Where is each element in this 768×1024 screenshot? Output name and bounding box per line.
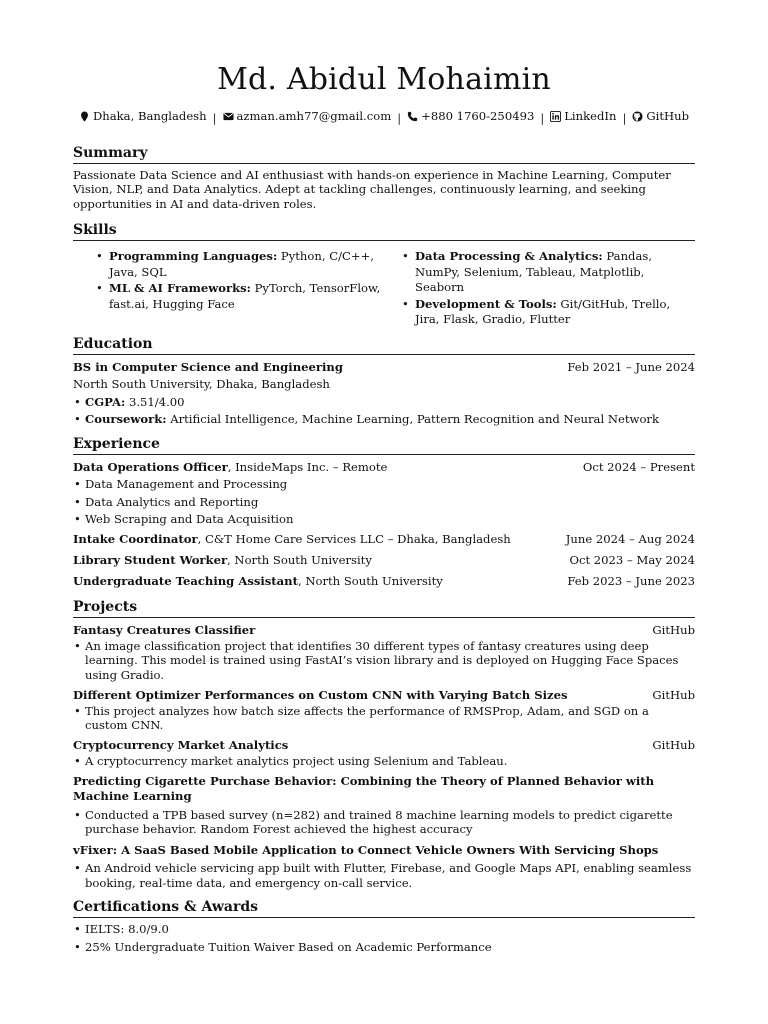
experience-section	[73, 435, 695, 590]
coursework-value: Artificial Intelligence, Machine Learning, Pattern Recognition and Neural Network	[170, 412, 660, 427]
project-row	[73, 622, 695, 639]
project-row	[73, 737, 695, 754]
section-title: Skills	[73, 221, 695, 241]
project-bullets	[73, 754, 695, 769]
skill-value: Python, C/C++, Java, SQL	[109, 249, 374, 279]
job-dates: Oct 2024 – Present	[582, 459, 695, 474]
skills-grid	[73, 245, 695, 329]
project-name: vFixer: A SaaS Based Mobile Application to Connect Vehicle Owners With Servicing Shops	[73, 842, 659, 857]
degree: BS in Computer Science and Engineering	[73, 359, 343, 374]
list-item: • A cryptocurrency market analytics project using Selenium and Tableau.	[73, 754, 695, 769]
education-row	[73, 359, 695, 376]
project-bullets	[73, 808, 695, 837]
contact-bar	[73, 108, 695, 126]
project-github-link[interactable]: GitHub	[652, 687, 695, 702]
list-item: • This project analyzes how batch size affects the performance of RMSProp, Adam, and SGD on a custom CNN.	[73, 704, 695, 733]
project-bullets	[73, 639, 695, 683]
list-item: • IELTS: 8.0/9.0	[73, 922, 695, 937]
skill-value: Pandas, NumPy, Selenium, Tableau, Matplotlib, Seaborn	[415, 249, 653, 295]
project-bullets	[73, 861, 695, 890]
skills-section	[73, 221, 695, 329]
separator: |	[397, 110, 402, 125]
job-role: Library Student Worker	[73, 552, 228, 567]
job-role: Data Operations Officer	[73, 459, 228, 474]
contact-phone[interactable]	[407, 108, 534, 124]
skills-column-left	[95, 249, 385, 329]
skills-column-right	[401, 249, 691, 329]
linkedin-link[interactable]: LinkedIn	[564, 109, 617, 123]
separator: |	[622, 110, 627, 125]
project-github-link[interactable]: GitHub	[652, 737, 695, 752]
github-link[interactable]: GitHub	[646, 109, 690, 123]
skill-label: ML & AI Frameworks:	[109, 281, 251, 296]
list-item: • 25% Undergraduate Tuition Waiver Based on Academic Performance	[73, 940, 695, 955]
skill-value: Git/GitHub, Trello, Jira, Flask, Gradio, Flutter	[415, 296, 671, 327]
map-marker-icon	[79, 111, 90, 122]
candidate-name: Md. Abidul Mohaimin	[217, 62, 551, 97]
separator: |	[540, 110, 545, 125]
job-heading	[73, 531, 511, 548]
job-bullets	[73, 477, 695, 527]
contact-github[interactable]	[632, 108, 689, 124]
section-title: Certifications & Awards	[73, 898, 695, 918]
contact-location	[79, 108, 207, 124]
job-row	[73, 573, 695, 590]
education-bullets	[73, 395, 695, 427]
section-title: Experience	[73, 435, 695, 455]
job-row	[73, 552, 695, 569]
skill-value: PyTorch, TensorFlow, fast.ai, Hugging Face	[109, 281, 381, 311]
education-section	[73, 335, 695, 427]
email-link[interactable]: azman.amh77@gmail.com	[236, 109, 392, 123]
linkedin-icon	[550, 111, 561, 122]
project-name: Fantasy Creatures Classifier	[73, 622, 256, 637]
list-item: • An image classification project that identifies 30 different types of fantasy creatures using deep learning. This model is trained using FastAI’s vision library and is deployed on Hugging Face Spaces using Gradio.	[73, 639, 695, 683]
skill-label: Development & Tools:	[415, 296, 557, 311]
project-bullets	[73, 704, 695, 733]
project-name: Cryptocurrency Market Analytics	[73, 737, 289, 752]
phone-link[interactable]: +880 1760-250493	[421, 109, 535, 123]
contact-linkedin[interactable]	[550, 108, 616, 124]
project-row	[73, 687, 695, 704]
separator: |	[212, 110, 217, 125]
list-item: • Conducted a TPB based survey (n=282) and trained 8 machine learning models to predict cigarette purchase behavior. Random Forest achieved the highest accuracy	[73, 808, 695, 837]
contact-email[interactable]	[223, 108, 392, 124]
envelope-icon	[223, 111, 234, 122]
job-dates: Oct 2023 – May 2024	[569, 552, 695, 567]
job-org: , North South University	[297, 573, 443, 588]
list-item	[73, 395, 695, 410]
job-row	[73, 459, 695, 476]
education-dates: Feb 2021 – June 2024	[567, 359, 695, 374]
job-heading	[73, 459, 387, 476]
cgpa-label: CGPA:	[85, 394, 126, 409]
list-item: • Data Management and Processing	[73, 477, 695, 492]
summary-text: Passionate Data Science and AI enthusiast with hands-on experience in Machine Learning, Computer Vision, NLP, and Data Analytics. Adept at tackling challenges, continuously learning, and seeking opportunities in AI and data-driven roles.	[73, 167, 671, 211]
job-role: Intake Coordinator	[73, 531, 198, 546]
job-row	[73, 531, 695, 548]
location-text: Dhaka, Bangladesh	[92, 109, 207, 123]
skill-item	[401, 297, 691, 328]
job-dates: Feb 2023 – June 2023	[567, 573, 695, 588]
skill-item	[401, 249, 691, 296]
projects-section	[73, 598, 695, 891]
project-name: Different Optimizer Performances on Custom CNN with Varying Batch Sizes	[73, 687, 568, 702]
phone-icon	[407, 111, 418, 122]
job-org: , North South University	[227, 552, 372, 567]
cgpa-value: 3.51/4.00	[128, 394, 185, 409]
section-title: Summary	[73, 144, 695, 164]
summary-section	[73, 144, 695, 212]
job-dates: June 2024 – Aug 2024	[565, 531, 695, 546]
school: North South University, Dhaka, Bangladesh	[73, 376, 330, 391]
section-title: Education	[73, 335, 695, 355]
job-heading	[73, 552, 372, 569]
skill-item	[95, 249, 385, 280]
project-name: Predicting Cigarette Purchase Behavior: Combining the Theory of Planned Behavior with Machine Learning	[73, 774, 655, 803]
certifications-section	[73, 898, 695, 954]
list-item: • Web Scraping and Data Acquisition	[73, 512, 695, 527]
list-item: • An Android vehicle servicing app built with Flutter, Firebase, and Google Maps API, enabling seamless booking, real-time data, and emergency on-call service.	[73, 861, 695, 890]
skill-label: Data Processing & Analytics:	[415, 249, 603, 264]
list-item: • Data Analytics and Reporting	[73, 495, 695, 510]
skill-label: Programming Languages:	[109, 249, 278, 264]
job-org: , C&T Home Care Services LLC – Dhaka, Bangladesh	[197, 531, 511, 546]
job-org: , InsideMaps Inc. – Remote	[227, 459, 388, 474]
job-role: Undergraduate Teaching Assistant	[73, 573, 298, 588]
github-icon	[632, 111, 643, 122]
project-github-link[interactable]: GitHub	[652, 622, 695, 637]
coursework-label: Coursework:	[85, 412, 167, 427]
certification-bullets	[73, 922, 695, 954]
list-item	[73, 412, 695, 427]
job-heading	[73, 573, 443, 590]
skill-item	[95, 281, 385, 312]
section-title: Projects	[73, 598, 695, 618]
